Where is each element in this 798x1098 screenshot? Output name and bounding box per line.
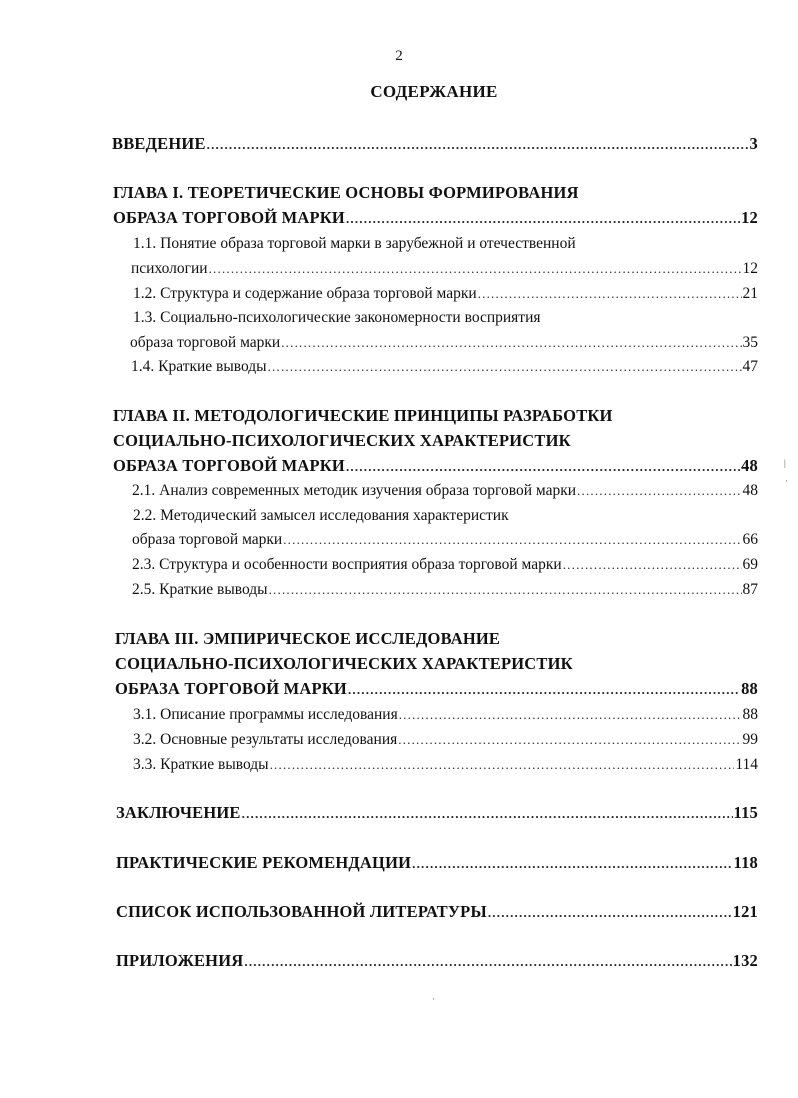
toc-page: 21 <box>742 285 758 302</box>
dot-leader <box>244 952 731 972</box>
toc-label: 2.1. Анализ современных методик изучения образа торговой марки <box>132 482 577 499</box>
toc-page: 66 <box>742 531 758 548</box>
toc-entry-references[interactable] <box>116 902 758 923</box>
toc-page: 87 <box>742 581 758 598</box>
toc-entry-chapter2[interactable] <box>113 456 758 477</box>
toc-entry-3-3[interactable] <box>133 755 758 775</box>
toc-label: ВВЕДЕНИЕ <box>112 134 206 153</box>
scan-speck: | <box>784 458 786 468</box>
toc-page: 69 <box>742 556 758 573</box>
dot-leader <box>563 555 742 575</box>
dot-leader <box>577 481 741 501</box>
toc-page: 88 <box>741 679 758 698</box>
dot-leader <box>242 804 733 824</box>
dot-leader <box>281 333 741 353</box>
toc-label: образа торговой марки <box>130 334 281 351</box>
section-1-1-line1: 1.1. Понятие образа торговой марки в зарубежной и отечественной <box>133 235 576 252</box>
toc-label: 3.1. Описание программы исследования <box>133 706 398 723</box>
dot-leader <box>399 705 742 725</box>
toc-label: 1.4. Краткие выводы <box>131 358 267 375</box>
dot-leader <box>269 580 742 600</box>
dot-leader <box>346 209 740 229</box>
toc-page: 121 <box>732 902 758 921</box>
toc-entry-2-5[interactable] <box>132 580 758 600</box>
toc-label: ПРАКТИЧЕСКИЕ РЕКОМЕНДАЦИИ <box>116 853 412 872</box>
chapter3-title-line1: ГЛАВА III. ЭМПИРИЧЕСКОЕ ИССЛЕДОВАНИЕ <box>115 629 501 648</box>
dot-leader <box>412 854 732 874</box>
section-2-2-line1: 2.2. Методический замысел исследования характеристик <box>133 507 509 524</box>
toc-page: 132 <box>732 951 758 970</box>
dot-leader <box>209 259 742 279</box>
chapter3-title-line2: СОЦИАЛЬНО-ПСИХОЛОГИЧЕСКИХ ХАРАКТЕРИСТИК <box>115 654 573 673</box>
toc-label: образа торговой марки <box>132 531 283 548</box>
toc-entry-recommendations[interactable] <box>116 853 758 874</box>
dot-leader <box>478 284 742 304</box>
toc-entry-intro[interactable] <box>112 134 758 155</box>
toc-entry-2-2[interactable] <box>132 530 758 550</box>
toc-entry-2-3[interactable] <box>132 555 758 575</box>
dot-leader <box>270 755 735 775</box>
chapter2-title-line1: ГЛАВА II. МЕТОДОЛОГИЧЕСКИЕ ПРИНЦИПЫ РАЗРАБОТКИ <box>113 406 613 425</box>
dot-leader <box>207 135 749 155</box>
toc-entry-chapter1[interactable] <box>113 208 758 229</box>
dot-leader <box>348 680 740 700</box>
toc-entry-3-2[interactable] <box>133 730 758 750</box>
dot-leader <box>283 530 741 550</box>
scan-speck: · <box>785 476 788 486</box>
scan-speck: · <box>432 994 435 1004</box>
toc-page: 114 <box>735 756 758 773</box>
chapter2-title-line2: СОЦИАЛЬНО-ПСИХОЛОГИЧЕСКИХ ХАРАКТЕРИСТИК <box>113 431 571 450</box>
toc-entry-appendices[interactable] <box>116 951 758 972</box>
toc-page: 88 <box>742 706 758 723</box>
dot-leader <box>268 357 742 377</box>
page-number: 2 <box>395 48 403 64</box>
toc-label: 3.2. Основные результаты исследования <box>133 731 398 748</box>
dot-leader <box>488 903 732 923</box>
toc-entry-3-1[interactable] <box>133 705 758 725</box>
page-title: СОДЕРЖАНИЕ <box>370 82 498 101</box>
toc-entry-chapter3[interactable] <box>115 679 758 700</box>
toc-label: 2.3. Структура и особенности восприятия образа торговой марки <box>132 556 562 573</box>
toc-entry-2-1[interactable] <box>132 481 758 501</box>
toc-label: 1.2. Структура и содержание образа торговой марки <box>133 285 477 302</box>
dot-leader <box>398 730 741 750</box>
section-1-3-line1: 1.3. Социально-психологические закономерности восприятия <box>133 309 541 326</box>
toc-entry-1-4[interactable] <box>131 357 758 377</box>
toc-label: ОБРАЗА ТОРГОВОЙ МАРКИ <box>113 208 345 227</box>
toc-page: 12 <box>742 260 758 277</box>
toc-page: 35 <box>742 334 758 351</box>
dot-leader <box>346 457 740 477</box>
chapter1-title-line1: ГЛАВА I. ТЕОРЕТИЧЕСКИЕ ОСНОВЫ ФОРМИРОВАНИЯ <box>113 183 579 202</box>
toc-page: 3 <box>749 134 758 153</box>
toc-entry-1-1[interactable] <box>131 259 758 279</box>
toc-page: 118 <box>733 853 758 872</box>
toc-label: СПИСОК ИСПОЛЬЗОВАННОЙ ЛИТЕРАТУРЫ <box>116 902 487 921</box>
toc-entry-conclusion[interactable] <box>116 803 758 824</box>
toc-page: 48 <box>741 456 758 475</box>
toc-label: ПРИЛОЖЕНИЯ <box>116 951 244 970</box>
toc-entry-1-2[interactable] <box>133 284 758 304</box>
toc-label: ОБРАЗА ТОРГОВОЙ МАРКИ <box>115 679 347 698</box>
toc-page: 12 <box>741 208 758 227</box>
toc-page: 99 <box>742 731 758 748</box>
toc-label: ОБРАЗА ТОРГОВОЙ МАРКИ <box>113 456 345 475</box>
toc-page: 47 <box>742 358 758 375</box>
toc-entry-1-3[interactable] <box>130 333 758 353</box>
toc-page: 115 <box>733 803 758 822</box>
toc-label: 3.3. Краткие выводы <box>133 756 269 773</box>
toc-label: психологии <box>131 260 208 277</box>
toc-page: 48 <box>742 482 758 499</box>
toc-label: ЗАКЛЮЧЕНИЕ <box>116 803 241 822</box>
toc-label: 2.5. Краткие выводы <box>132 581 268 598</box>
